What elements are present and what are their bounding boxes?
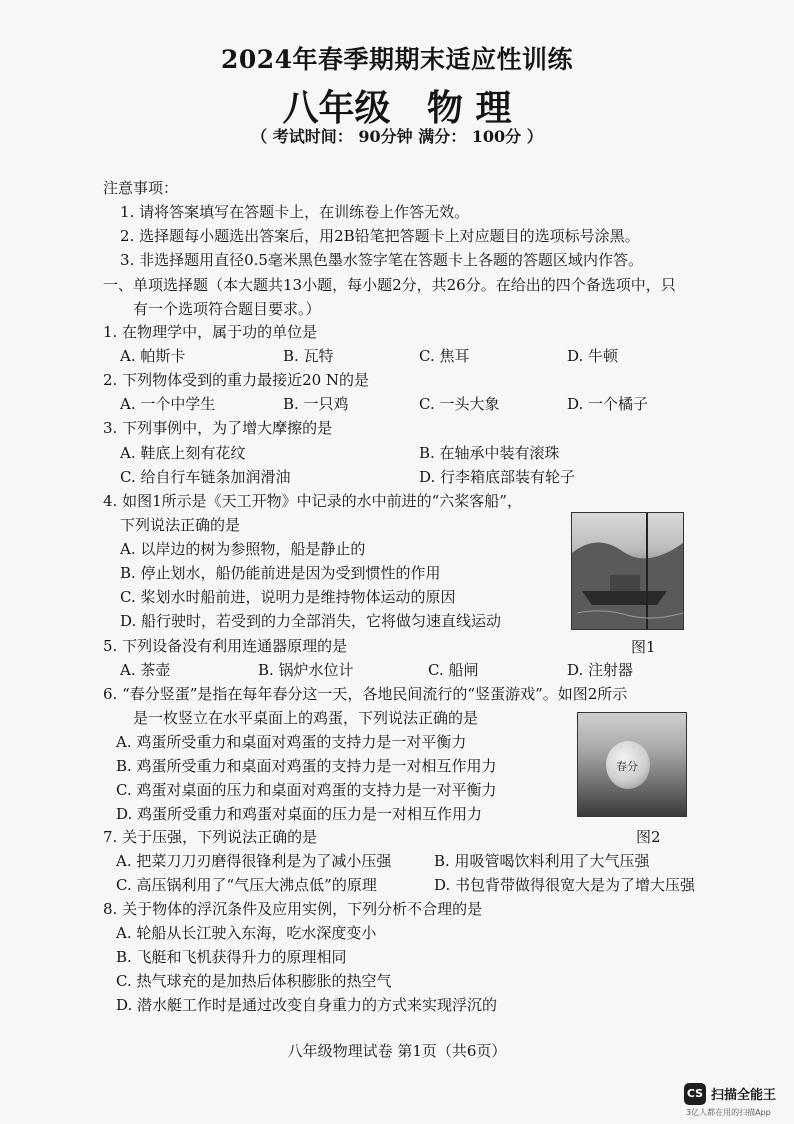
question-7-option-b: B. 用吸管喝饮料利用了大气压强 — [434, 852, 650, 870]
figure-2-caption: 图2 — [636, 828, 661, 846]
section-heading: 一、单项选择题（本大题共13小题，每小题2分，共26分。在给出的四个备选项中，只 — [103, 276, 676, 294]
question-6-option-c: C. 鸡蛋对桌面的压力和桌面对鸡蛋的支持力是一对平衡力 — [116, 781, 497, 799]
question-5-option-b: B. 锅炉水位计 — [258, 661, 354, 679]
question-4-stem-cont: 下列说法正确的是 — [120, 516, 241, 534]
question-2-option-b: B. 一只鸡 — [283, 395, 349, 413]
page-footer: 八年级物理试卷 第1页（共6页） — [287, 1042, 507, 1060]
note-item: 3. 非选择题用直径0.5毫米黑色墨水签字笔在答题卡上各题的答题区域内作答。 — [120, 251, 643, 269]
question-4-option-a: A. 以岸边的树为参照物，船是静止的 — [120, 540, 366, 558]
watermark-tagline: 3亿人都在用的扫描App — [686, 1108, 771, 1117]
question-2-option-d: D. 一个橘子 — [567, 395, 649, 413]
question-5-option-d: D. 注射器 — [567, 661, 634, 679]
question-7-option-d: D. 书包背带做得很宽大是为了增大压强 — [434, 876, 696, 894]
camscanner-logo-icon: CS — [684, 1083, 706, 1105]
notes-heading: 注意事项： — [103, 179, 179, 197]
question-8-option-d: D. 潜水艇工作时是通过改变自身重力的方式来实现浮沉的 — [116, 996, 498, 1014]
exam-title: 2024年春季期期末适应性训练 — [220, 45, 574, 74]
question-6-option-b: B. 鸡蛋所受重力和桌面对鸡蛋的支持力是一对相互作用力 — [116, 757, 497, 775]
question-7-option-a: A. 把菜刀刀刃磨得很锋利是为了减小压强 — [116, 852, 392, 870]
question-3-option-b: B. 在轴承中装有滚珠 — [419, 444, 560, 462]
question-4-stem: 4. 如图1所示是《天工开物》中记录的水中前进的“六桨客船”， — [103, 492, 522, 510]
question-3-option-c: C. 给自行车链条加润滑油 — [120, 468, 291, 486]
question-3-option-d: D. 行李箱底部装有轮子 — [419, 468, 576, 486]
subject-label: 物 理 — [427, 87, 512, 129]
question-2-option-a: A. 一个中学生 — [120, 395, 216, 413]
question-7-stem: 7. 关于压强，下列说法正确的是 — [103, 828, 318, 846]
question-5-stem: 5. 下列设备没有利用连通器原理的是 — [103, 637, 348, 655]
question-7-option-c: C. 高压锅利用了“气压大沸点低”的原理 — [116, 876, 377, 894]
question-1-stem: 1. 在物理学中，属于功的单位是 — [103, 323, 318, 341]
question-8-option-b: B. 飞艇和飞机获得升力的原理相同 — [116, 948, 347, 966]
question-1-option-b: B. 瓦特 — [283, 347, 334, 365]
question-6-stem: 6. “春分竖蛋”是指在每年春分这一天，各地民间流行的“竖蛋游戏”。如图2所示 — [103, 685, 628, 703]
boat-scene-icon — [572, 513, 683, 629]
exam-info: （ 考试时间： 90分钟 满分： 100分 ） — [251, 127, 543, 146]
question-2-stem: 2. 下列物体受到的重力最接近20 N的是 — [103, 371, 370, 389]
question-5-option-a: A. 茶壶 — [120, 661, 171, 679]
question-3-option-a: A. 鞋底上刻有花纹 — [120, 444, 246, 462]
watermark-name: 扫描全能王 — [711, 1088, 777, 1103]
question-5-option-c: C. 船闸 — [428, 661, 479, 679]
question-1-option-a: A. 帕斯卡 — [120, 347, 186, 365]
section-heading-cont: 有一个选项符合题目要求。） — [133, 300, 321, 318]
grade-label: 八年级 — [282, 87, 391, 129]
question-8-option-c: C. 热气球充的是加热后体积膨胀的热空气 — [116, 972, 392, 990]
question-6-option-a: A. 鸡蛋所受重力和桌面对鸡蛋的支持力是一对平衡力 — [116, 733, 467, 751]
note-item: 2. 选择题每小题选出答案后，用2B铅笔把答题卡上对应题目的选项标号涂黑。 — [120, 227, 640, 245]
question-4-option-c: C. 桨划水时船前进，说明力是维持物体运动的原因 — [120, 588, 456, 606]
question-8-option-a: A. 轮船从长江驶入东海，吃水深度变小 — [116, 924, 377, 942]
question-4-option-b: B. 停止划水，船仍能前进是因为受到惯性的作用 — [120, 564, 441, 582]
question-4-option-d: D. 船行驶时，若受到的力全部消失，它将做匀速直线运动 — [120, 612, 502, 630]
figure-2-egg-photo — [577, 712, 687, 817]
figure-1-caption: 图1 — [631, 638, 656, 656]
question-2-option-c: C. 一头大象 — [419, 395, 500, 413]
question-1-option-c: C. 焦耳 — [419, 347, 470, 365]
egg-label: 春分 — [616, 760, 638, 773]
question-6-stem-cont: 是一枚竖立在水平桌面上的鸡蛋，下列说法正确的是 — [133, 709, 479, 727]
question-6-option-d: D. 鸡蛋所受重力和鸡蛋对桌面的压力是一对相互作用力 — [116, 805, 483, 823]
question-1-option-d: D. 牛顿 — [567, 347, 619, 365]
question-8-stem: 8. 关于物体的浮沉条件及应用实例，下列分析不合理的是 — [103, 900, 483, 918]
note-item: 1. 请将答案填写在答题卡上，在训练卷上作答无效。 — [120, 203, 470, 221]
question-3-stem: 3. 下列事例中，为了增大摩擦的是 — [103, 419, 333, 437]
figure-1-boat-illustration — [571, 512, 684, 630]
